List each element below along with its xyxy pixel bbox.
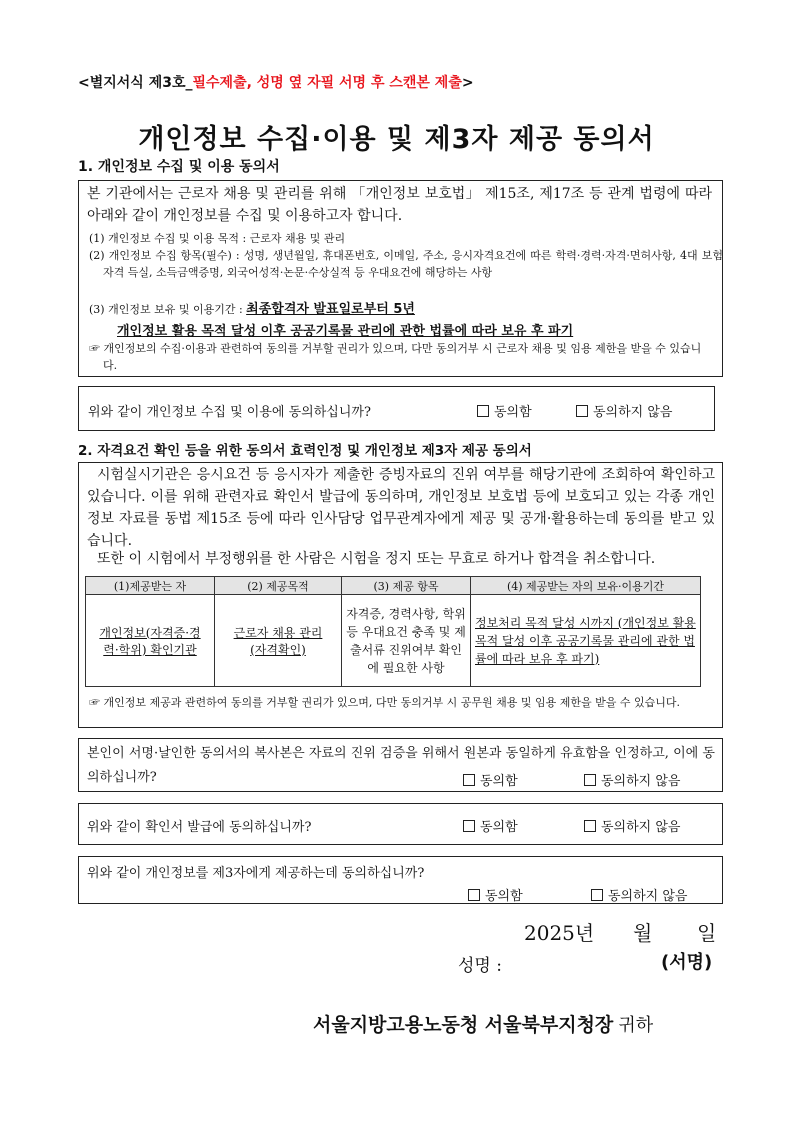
section1-consent-box	[78, 180, 723, 377]
recipient-office: 서울지방고용노동청 서울북부지청장	[313, 1014, 614, 1036]
table-header: (4) 제공받는 자의 보유·이용기간	[471, 577, 701, 595]
collection-purpose: (1) 개인정보 수집 및 이용 목적 : 근로자 채용 및 관리	[89, 232, 346, 245]
certificate-question-box	[78, 803, 723, 845]
section1-agree-option[interactable]: 동의함	[477, 401, 532, 420]
checkbox-icon[interactable]	[477, 405, 489, 417]
retention-period-bold: 최종합격자 발표일로부터 5년	[246, 302, 415, 317]
date-year: 2025년	[524, 921, 595, 945]
recipient-line	[313, 1010, 653, 1037]
section1-disagree-option[interactable]: 동의하지 않음	[576, 401, 672, 420]
checkbox-icon[interactable]	[468, 889, 480, 901]
checkbox-icon[interactable]	[463, 820, 475, 832]
table-header: (3) 제공 항목	[342, 577, 471, 595]
submission-instruction: 필수제출, 성명 옆 자필 서명 후 스캔본 제출	[192, 75, 462, 91]
third-party-agree-option[interactable]: 동의함	[468, 885, 523, 904]
table-cell-recipient: 개인정보(자격증·경력·학위) 확인기관	[86, 595, 215, 687]
date-month: 월	[633, 921, 653, 945]
copy-validity-question-box	[78, 738, 723, 792]
table-cell-purpose: 근로자 채용 관리 (자격확인)	[215, 595, 342, 687]
provision-table	[85, 576, 701, 687]
section2-refusal-note: ☞ 개인정보 제공과 관련하여 동의를 거부할 권리가 있으며, 다만 동의거부 시 공무원 채용 및 임용 제한을 받을 수 있습니다.	[89, 696, 680, 709]
third-party-question: 위와 같이 개인정보를 제3자에게 제공하는데 동의하십니까?	[87, 866, 425, 881]
checkbox-icon[interactable]	[584, 774, 596, 786]
document-title: 개인정보 수집·이용 및 제3자 제공 동의서	[138, 124, 655, 155]
collection-items: (2) 개인정보 수집 항목(필수) : 성명, 생년월일, 휴대폰번호, 이메일, 주소, 응시자격요건에 따른 학력·경력·자격·면허사항, 4대 보험 자격 득실, 소득금액증명, 외국어성적·논문·수상실적 등 우대요건에 해당하는 사항	[89, 249, 723, 279]
section2-heading: 2. 자격요건 확인 등을 위한 동의서 효력인정 및 개인정보 제3자 제공 동의서	[78, 443, 532, 459]
section1-question-box	[78, 386, 715, 431]
copy-validity-agree-option[interactable]: 동의함	[463, 770, 518, 789]
table-header: (1)제공받는 자	[86, 577, 215, 595]
certificate-disagree-option[interactable]: 동의하지 않음	[584, 816, 680, 835]
table-cell-items: 자격증, 경력사항, 학위 등 우대요건 충족 및 제출서류 진위여부 확인에 필요한 사항	[342, 595, 471, 687]
section2-consent-box	[78, 462, 723, 728]
section1-refusal-note: ☞ 개인정보의 수집·이용과 관련하여 동의를 거부할 권리가 있으며, 다만 동의거부 시 근로자 채용 및 임용 제한을 받을 수 있습니다.	[89, 342, 702, 372]
certificate-question: 위와 같이 확인서 발급에 동의하십니까?	[87, 820, 312, 835]
certificate-agree-option[interactable]: 동의함	[463, 816, 518, 835]
retention-disposal-note: 개인정보 활용 목적 달성 이후 공공기록물 관리에 관한 법률에 따라 보유 후 파기	[117, 324, 574, 339]
form-number-note: <별지서식 제3호_필수제출, 성명 옆 자필 서명 후 스캔본 제출>	[78, 75, 474, 91]
section2-intro-penalty: 또한 이 시험에서 부정행위를 한 사람은 시험을 정지 또는 무효로 하거나 합격을 취소합니다.	[97, 551, 656, 567]
copy-validity-question: 본인이 서명·날인한 동의서의 복사본은 자료의 진위 검증을 위해서 원본과 동일하게 유효함을 인정하고, 이에 동의하십니까?	[87, 746, 715, 785]
copy-validity-disagree-option[interactable]: 동의하지 않음	[584, 770, 680, 789]
date-day: 일	[697, 921, 717, 945]
section1-question: 위와 같이 개인정보 수집 및 이용에 동의하십니까?	[88, 405, 371, 420]
retention-period: (3) 개인정보 보유 및 이용기간 : 최종합격자 발표일로부터 5년	[89, 302, 415, 317]
recipient-suffix: 귀하	[618, 1015, 654, 1036]
table-header: (2) 제공목적	[215, 577, 342, 595]
checkbox-icon[interactable]	[463, 774, 475, 786]
section1-intro: 본 기관에서는 근로자 채용 및 관리를 위해 「개인정보 보호법」 제15조, 제17조 등 관계 법령에 따라 아래와 같이 개인정보를 수집 및 이용하고자 합니다.	[87, 186, 712, 224]
checkbox-icon[interactable]	[591, 889, 603, 901]
checkbox-icon[interactable]	[584, 820, 596, 832]
checkbox-icon[interactable]	[576, 405, 588, 417]
signature-field[interactable]: (서명)	[661, 952, 713, 973]
section2-intro: 시험실시기관은 응시요건 등 응시자가 제출한 증빙자료의 진위 여부를 해당기관에 조회하여 확인하고 있습니다. 이를 위해 관련자료 확인서 발급에 동의하며, 개인정보 보호법 등에 보호되고 있는 각종 개인정보 자료를 동법 제15조 등에 따라 인사담당 업무관계자에게 제공 및 공개·활용하는데 동의를 받고 있습니다.	[87, 467, 716, 549]
table-cell-period: 정보처리 목적 달성 시까지 (개인정보 활용 목적 달성 이후 공공기록물 관리에 관한 법률에 따라 보유 후 파기)	[471, 595, 701, 687]
section1-heading: 1. 개인정보 수집 및 이용 동의서	[78, 159, 280, 175]
third-party-disagree-option[interactable]: 동의하지 않음	[591, 885, 687, 904]
name-label: 성명 :	[458, 956, 502, 976]
third-party-question-box	[78, 856, 723, 904]
